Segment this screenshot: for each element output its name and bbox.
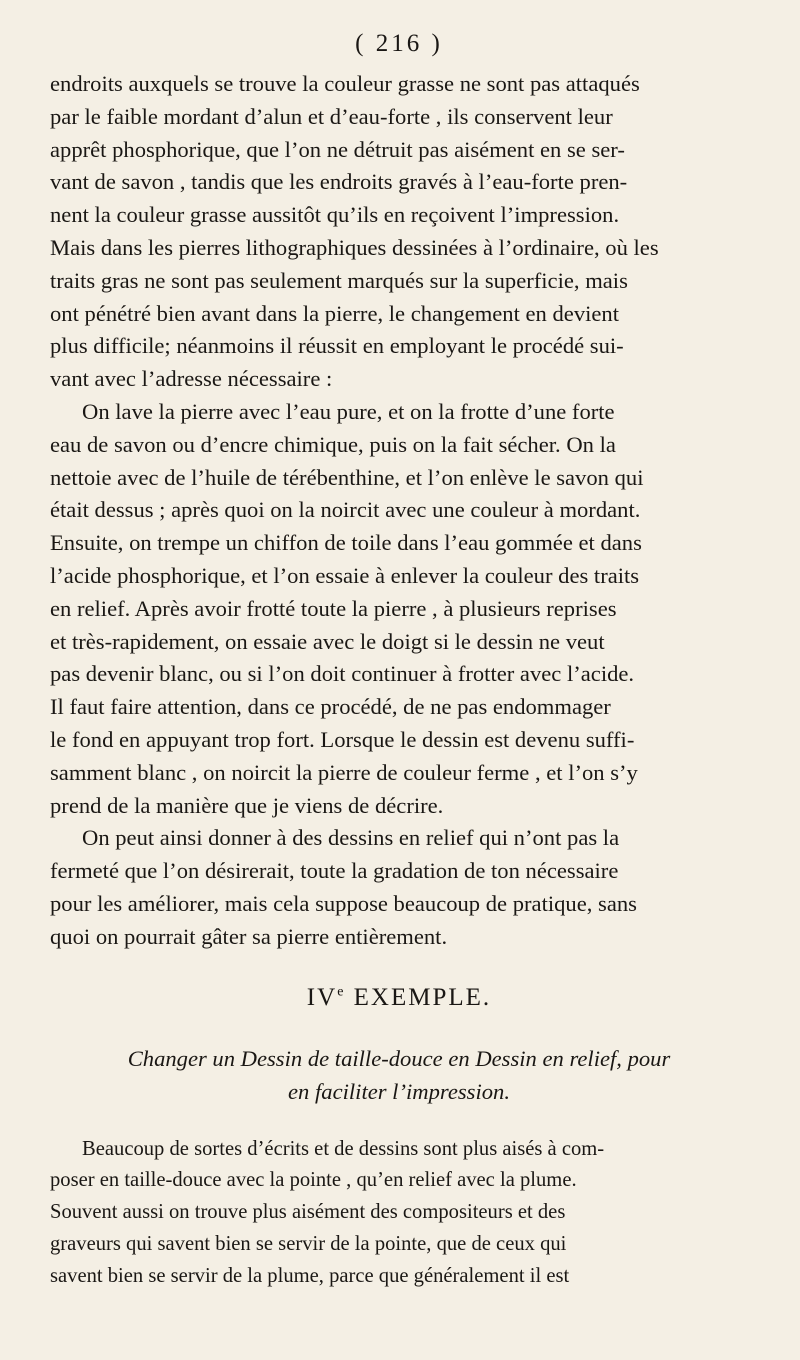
text-line: le fond en appuyant trop fort. Lorsque le dessin est devenu suffi- (50, 726, 635, 752)
text-line: par le faible mordant d’alun et d’eau-forte , ils conservent leur (50, 103, 613, 129)
text-line: samment blanc , on noircit la pierre de couleur ferme , et l’on s’y (50, 759, 638, 785)
page-number: ( 216 ) (355, 30, 443, 57)
paragraph-1 (50, 68, 748, 396)
text-line: nettoie avec de l’huile de térébenthine, et l’on enlève le savon qui (50, 464, 644, 490)
text-line: ont pénétré bien avant dans la pierre, le changement en devient (50, 300, 619, 326)
paragraph-2 (50, 396, 748, 822)
section-title: EXEMPLE. (353, 983, 492, 1011)
text-line: graveurs qui savent bien se servir de la pointe, que de ceux qui (50, 1232, 567, 1255)
text-line: On peut ainsi donner à des dessins en relief qui n’ont pas la (82, 825, 620, 851)
paragraph-3 (50, 822, 748, 953)
text-line: prend de la manière que je viens de décrire. (50, 792, 444, 818)
text-line: pour les améliorer, mais cela suppose beaucoup de pratique, sans (50, 890, 637, 916)
subtitle-line: Changer un Dessin de taille-douce en Dessin en relief, pour (127, 1045, 671, 1071)
section-numeral: IV (306, 983, 338, 1011)
text-line: savent bien se servir de la plume, parce que généralement il est (50, 1264, 570, 1287)
text-line: traits gras ne sont pas seulement marqués sur la superficie, mais (50, 267, 628, 293)
text-line: et très-rapidement, on essaie avec le doigt si le dessin ne veut (50, 628, 605, 654)
text-line: était dessus ; après quoi on la noircit avec une couleur à mordant. (50, 497, 641, 523)
text-line: nent la couleur grasse aussitôt qu’ils en reçoivent l’impression. (50, 202, 620, 228)
section-heading (50, 984, 748, 1012)
text-line: apprêt phosphorique, que l’on ne détruit pas aisément en se ser- (50, 136, 625, 162)
section-subtitle (50, 1042, 748, 1108)
text-line: Mais dans les pierres lithographiques dessinées à l’ordinaire, où les (50, 234, 659, 260)
text-line: Ensuite, on trempe un chiffon de toile dans l’eau gommée et dans (50, 530, 642, 556)
text-line: pas devenir blanc, ou si l’on doit continuer à frotter avec l’acide. (50, 661, 635, 687)
text-line: vant avec l’adresse nécessaire : (50, 366, 333, 392)
subtitle-line: en faciliter l’impression. (288, 1078, 510, 1104)
text-line: endroits auxquels se trouve la couleur grasse ne sont pas attaqués (50, 71, 640, 96)
text-line: poser en taille-douce avec la pointe , qu’en relief avec la plume. (50, 1169, 577, 1192)
text-line: eau de savon ou d’encre chimique, puis on la fait sécher. On la (50, 431, 616, 457)
text-line: vant de savon , tandis que les endroits gravés à l’eau-forte pren- (50, 169, 628, 195)
text-line: l’acide phosphorique, et l’on essaie à enlever la couleur des traits (50, 562, 640, 588)
text-line: Beaucoup de sortes d’écrits et de dessins sont plus aisés à com- (82, 1137, 605, 1160)
text-line: Il faut faire attention, dans ce procédé, de ne pas endommager (50, 694, 611, 720)
section-numeral-suffix: e (337, 984, 346, 1000)
text-line: plus difficile; néanmoins il réussit en employant le procédé sui- (50, 333, 624, 359)
closing-paragraph (50, 1134, 748, 1293)
text-line: Souvent aussi on trouve plus aisément des compositeurs et des (50, 1201, 566, 1224)
text-line: fermeté que l’on désirerait, toute la gradation de ton nécessaire (50, 858, 619, 884)
text-line: en relief. Après avoir frotté toute la pierre , à plusieurs reprises (50, 595, 617, 621)
text-line: On lave la pierre avec l’eau pure, et on la frotte d’une forte (82, 398, 615, 424)
text-line: quoi on pourrait gâter sa pierre entièrement. (50, 923, 448, 949)
